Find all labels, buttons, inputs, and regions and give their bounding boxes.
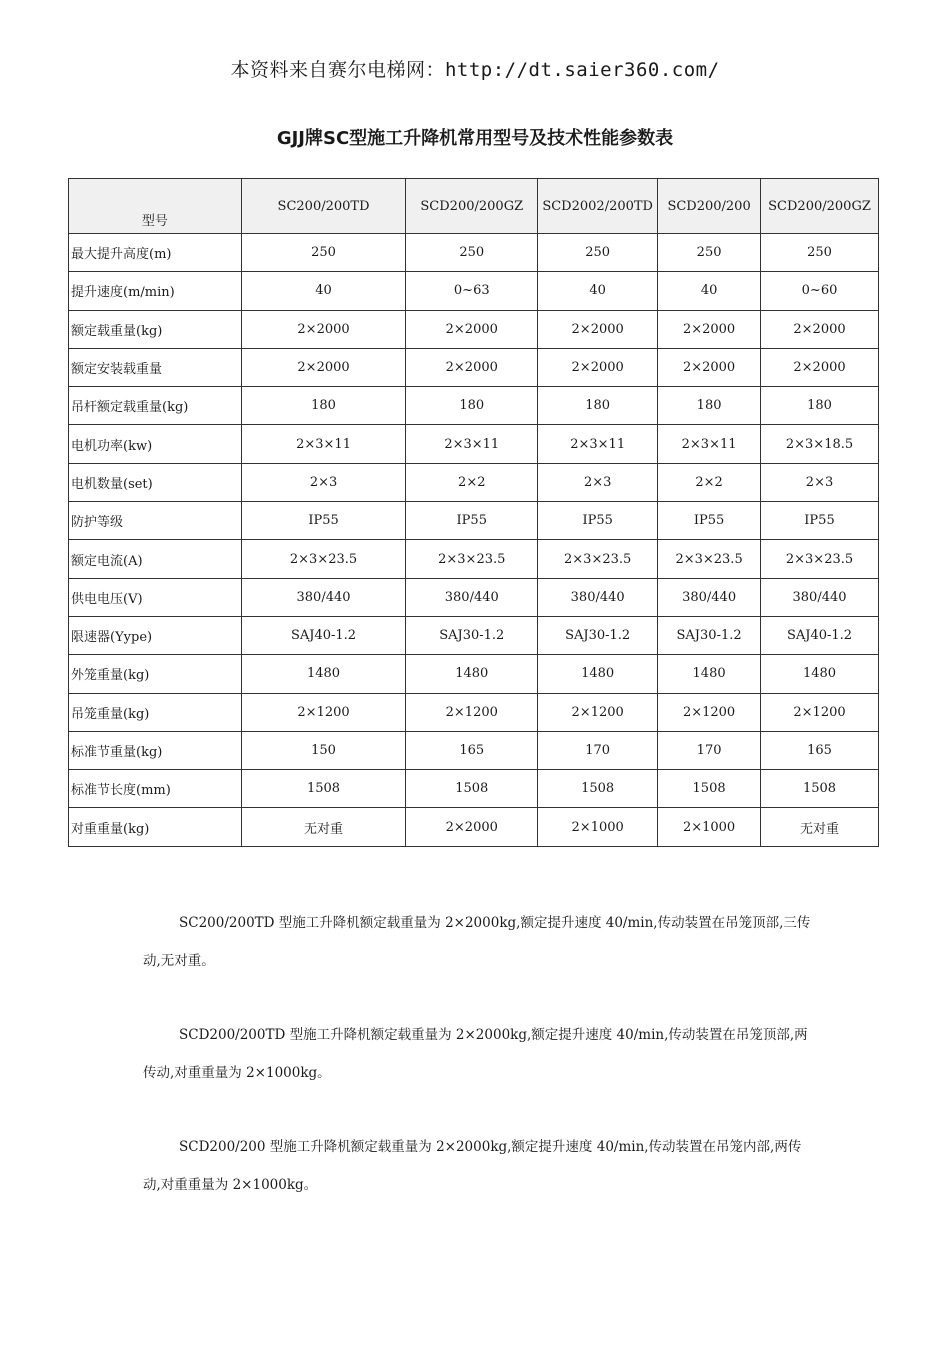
table-cell: 40 xyxy=(538,272,658,310)
table-cell: 250 xyxy=(658,234,761,272)
spec-table xyxy=(68,178,879,847)
table-cell: 2×2000 xyxy=(538,310,658,348)
table-cell: 380/440 xyxy=(761,578,879,616)
table-cell: 250 xyxy=(406,234,538,272)
table-cell: 无对重 xyxy=(241,808,406,846)
table-cell: 1508 xyxy=(538,770,658,808)
table-cell: 2×3×18.5 xyxy=(761,425,879,463)
table-cell: 2×3×23.5 xyxy=(406,540,538,578)
table-cell: 380/440 xyxy=(658,578,761,616)
table-cell: 180 xyxy=(406,387,538,425)
row-label: 供电电压(V) xyxy=(69,578,242,616)
table-cell: 2×3 xyxy=(538,463,658,501)
table-header-row xyxy=(69,179,879,234)
table-cell: 1508 xyxy=(241,770,406,808)
paragraph xyxy=(143,1016,813,1092)
model-header: SCD200/200GZ xyxy=(406,179,538,234)
table-cell: 170 xyxy=(538,731,658,769)
table-cell: 2×3×11 xyxy=(658,425,761,463)
table-cell: 180 xyxy=(241,387,406,425)
table-cell: 380/440 xyxy=(538,578,658,616)
paragraph xyxy=(143,904,813,980)
table-cell: 2×1200 xyxy=(538,693,658,731)
table-cell: 180 xyxy=(761,387,879,425)
row-label: 电机数量(set) xyxy=(69,463,242,501)
table-row xyxy=(69,502,879,540)
table-cell: 2×1200 xyxy=(761,693,879,731)
table-cell: 0~60 xyxy=(761,272,879,310)
table-cell: 40 xyxy=(658,272,761,310)
table-row xyxy=(69,463,879,501)
row-label: 电机功率(kw) xyxy=(69,425,242,463)
document-title: GJJ牌SC型施工升降机常用型号及技术性能参数表 xyxy=(276,128,674,149)
table-cell: 2×2000 xyxy=(406,808,538,846)
table-cell: 2×3 xyxy=(241,463,406,501)
table-cell: SAJ40-1.2 xyxy=(761,616,879,654)
table-cell: 2×2000 xyxy=(241,348,406,386)
model-header: SC200/200TD xyxy=(241,179,406,234)
table-cell: 380/440 xyxy=(241,578,406,616)
table-cell: 2×2000 xyxy=(406,348,538,386)
table-cell: 2×2 xyxy=(658,463,761,501)
paragraph-text: SCD200/200 型施工升降机额定载重量为 2×2000kg,额定提升速度 40/min,传动装置在吊笼内部,两传动,对重重量为 2×1000kg。 xyxy=(143,1139,802,1193)
paragraph xyxy=(143,1128,813,1204)
table-cell: 2×3×23.5 xyxy=(538,540,658,578)
table-cell: 1480 xyxy=(761,655,879,693)
table-cell: 2×2000 xyxy=(241,310,406,348)
table-cell: 1480 xyxy=(406,655,538,693)
table-cell: SAJ40-1.2 xyxy=(241,616,406,654)
table-cell: 1508 xyxy=(658,770,761,808)
spec-table-body xyxy=(69,234,879,847)
table-cell: 2×3×23.5 xyxy=(658,540,761,578)
row-label: 标准节重量(kg) xyxy=(69,731,242,769)
row-label: 限速器(Yype) xyxy=(69,616,242,654)
table-cell: SAJ30-1.2 xyxy=(406,616,538,654)
table-cell: 170 xyxy=(658,731,761,769)
table-cell: 180 xyxy=(658,387,761,425)
table-row xyxy=(69,234,879,272)
row-label: 吊笼重量(kg) xyxy=(69,693,242,731)
source-prefix: 本资料来自赛尔电梯网： xyxy=(230,59,445,81)
table-cell: 1480 xyxy=(658,655,761,693)
table-cell: 150 xyxy=(241,731,406,769)
row-label: 额定载重量(kg) xyxy=(69,310,242,348)
model-header: SCD200/200 xyxy=(658,179,761,234)
row-label: 外笼重量(kg) xyxy=(69,655,242,693)
table-cell: 2×3×11 xyxy=(538,425,658,463)
table-row xyxy=(69,540,879,578)
row-label: 额定电流(A) xyxy=(69,540,242,578)
row-label: 吊杆额定载重量(kg) xyxy=(69,387,242,425)
model-header: SCD200/200GZ xyxy=(761,179,879,234)
table-cell: SAJ30-1.2 xyxy=(658,616,761,654)
table-cell: 2×2000 xyxy=(406,310,538,348)
table-cell: IP55 xyxy=(406,502,538,540)
table-row xyxy=(69,770,879,808)
table-cell: 2×3 xyxy=(761,463,879,501)
table-cell: SAJ30-1.2 xyxy=(538,616,658,654)
table-cell: 1508 xyxy=(406,770,538,808)
table-cell: 2×2000 xyxy=(658,310,761,348)
table-row xyxy=(69,387,879,425)
table-cell: 165 xyxy=(406,731,538,769)
table-cell: 2×3×23.5 xyxy=(241,540,406,578)
model-header: SCD2002/200TD xyxy=(538,179,658,234)
corner-label: 型号 xyxy=(69,179,242,234)
table-cell: 2×1000 xyxy=(538,808,658,846)
table-cell: 250 xyxy=(538,234,658,272)
table-cell: IP55 xyxy=(241,502,406,540)
table-cell: 2×1200 xyxy=(241,693,406,731)
table-cell: 250 xyxy=(241,234,406,272)
table-row xyxy=(69,310,879,348)
table-row xyxy=(69,272,879,310)
table-cell: 1480 xyxy=(538,655,658,693)
table-row xyxy=(69,348,879,386)
table-cell: 无对重 xyxy=(761,808,879,846)
table-cell: 250 xyxy=(761,234,879,272)
row-label: 对重重量(kg) xyxy=(69,808,242,846)
table-cell: 2×3×11 xyxy=(406,425,538,463)
table-cell: 2×2000 xyxy=(658,348,761,386)
table-cell: 2×2000 xyxy=(538,348,658,386)
table-cell: 40 xyxy=(241,272,406,310)
row-label: 防护等级 xyxy=(69,502,242,540)
table-cell: 2×2000 xyxy=(761,348,879,386)
table-row xyxy=(69,425,879,463)
table-row xyxy=(69,655,879,693)
table-row xyxy=(69,578,879,616)
table-cell: 2×1000 xyxy=(658,808,761,846)
table-cell: 2×1200 xyxy=(406,693,538,731)
row-label: 最大提升高度(m) xyxy=(69,234,242,272)
table-cell: 2×2 xyxy=(406,463,538,501)
table-cell: 380/440 xyxy=(406,578,538,616)
table-cell: 2×3×11 xyxy=(241,425,406,463)
table-cell: 2×2000 xyxy=(761,310,879,348)
table-cell: 2×3×23.5 xyxy=(761,540,879,578)
row-label: 标准节长度(mm) xyxy=(69,770,242,808)
table-cell: 2×1200 xyxy=(658,693,761,731)
source-header xyxy=(0,55,950,82)
table-row xyxy=(69,616,879,654)
table-cell: 1508 xyxy=(761,770,879,808)
table-row xyxy=(69,808,879,846)
table-cell: 165 xyxy=(761,731,879,769)
table-cell: IP55 xyxy=(761,502,879,540)
paragraph-text: SCD200/200TD 型施工升降机额定载重量为 2×2000kg,额定提升速度 40/min,传动装置在吊笼顶部,两传动,对重重量为 2×1000kg。 xyxy=(143,1027,808,1081)
source-url[interactable]: http://dt.saier360.com/ xyxy=(444,59,720,81)
table-cell: 0~63 xyxy=(406,272,538,310)
paragraph-text: SC200/200TD 型施工升降机额定载重量为 2×2000kg,额定提升速度 40/min,传动装置在吊笼顶部,三传动,无对重。 xyxy=(143,915,811,969)
table-row xyxy=(69,731,879,769)
row-label: 提升速度(m/min) xyxy=(69,272,242,310)
table-cell: 1480 xyxy=(241,655,406,693)
row-label: 额定安装载重量 xyxy=(69,348,242,386)
table-cell: IP55 xyxy=(538,502,658,540)
table-cell: 180 xyxy=(538,387,658,425)
table-cell: IP55 xyxy=(658,502,761,540)
table-row xyxy=(69,693,879,731)
